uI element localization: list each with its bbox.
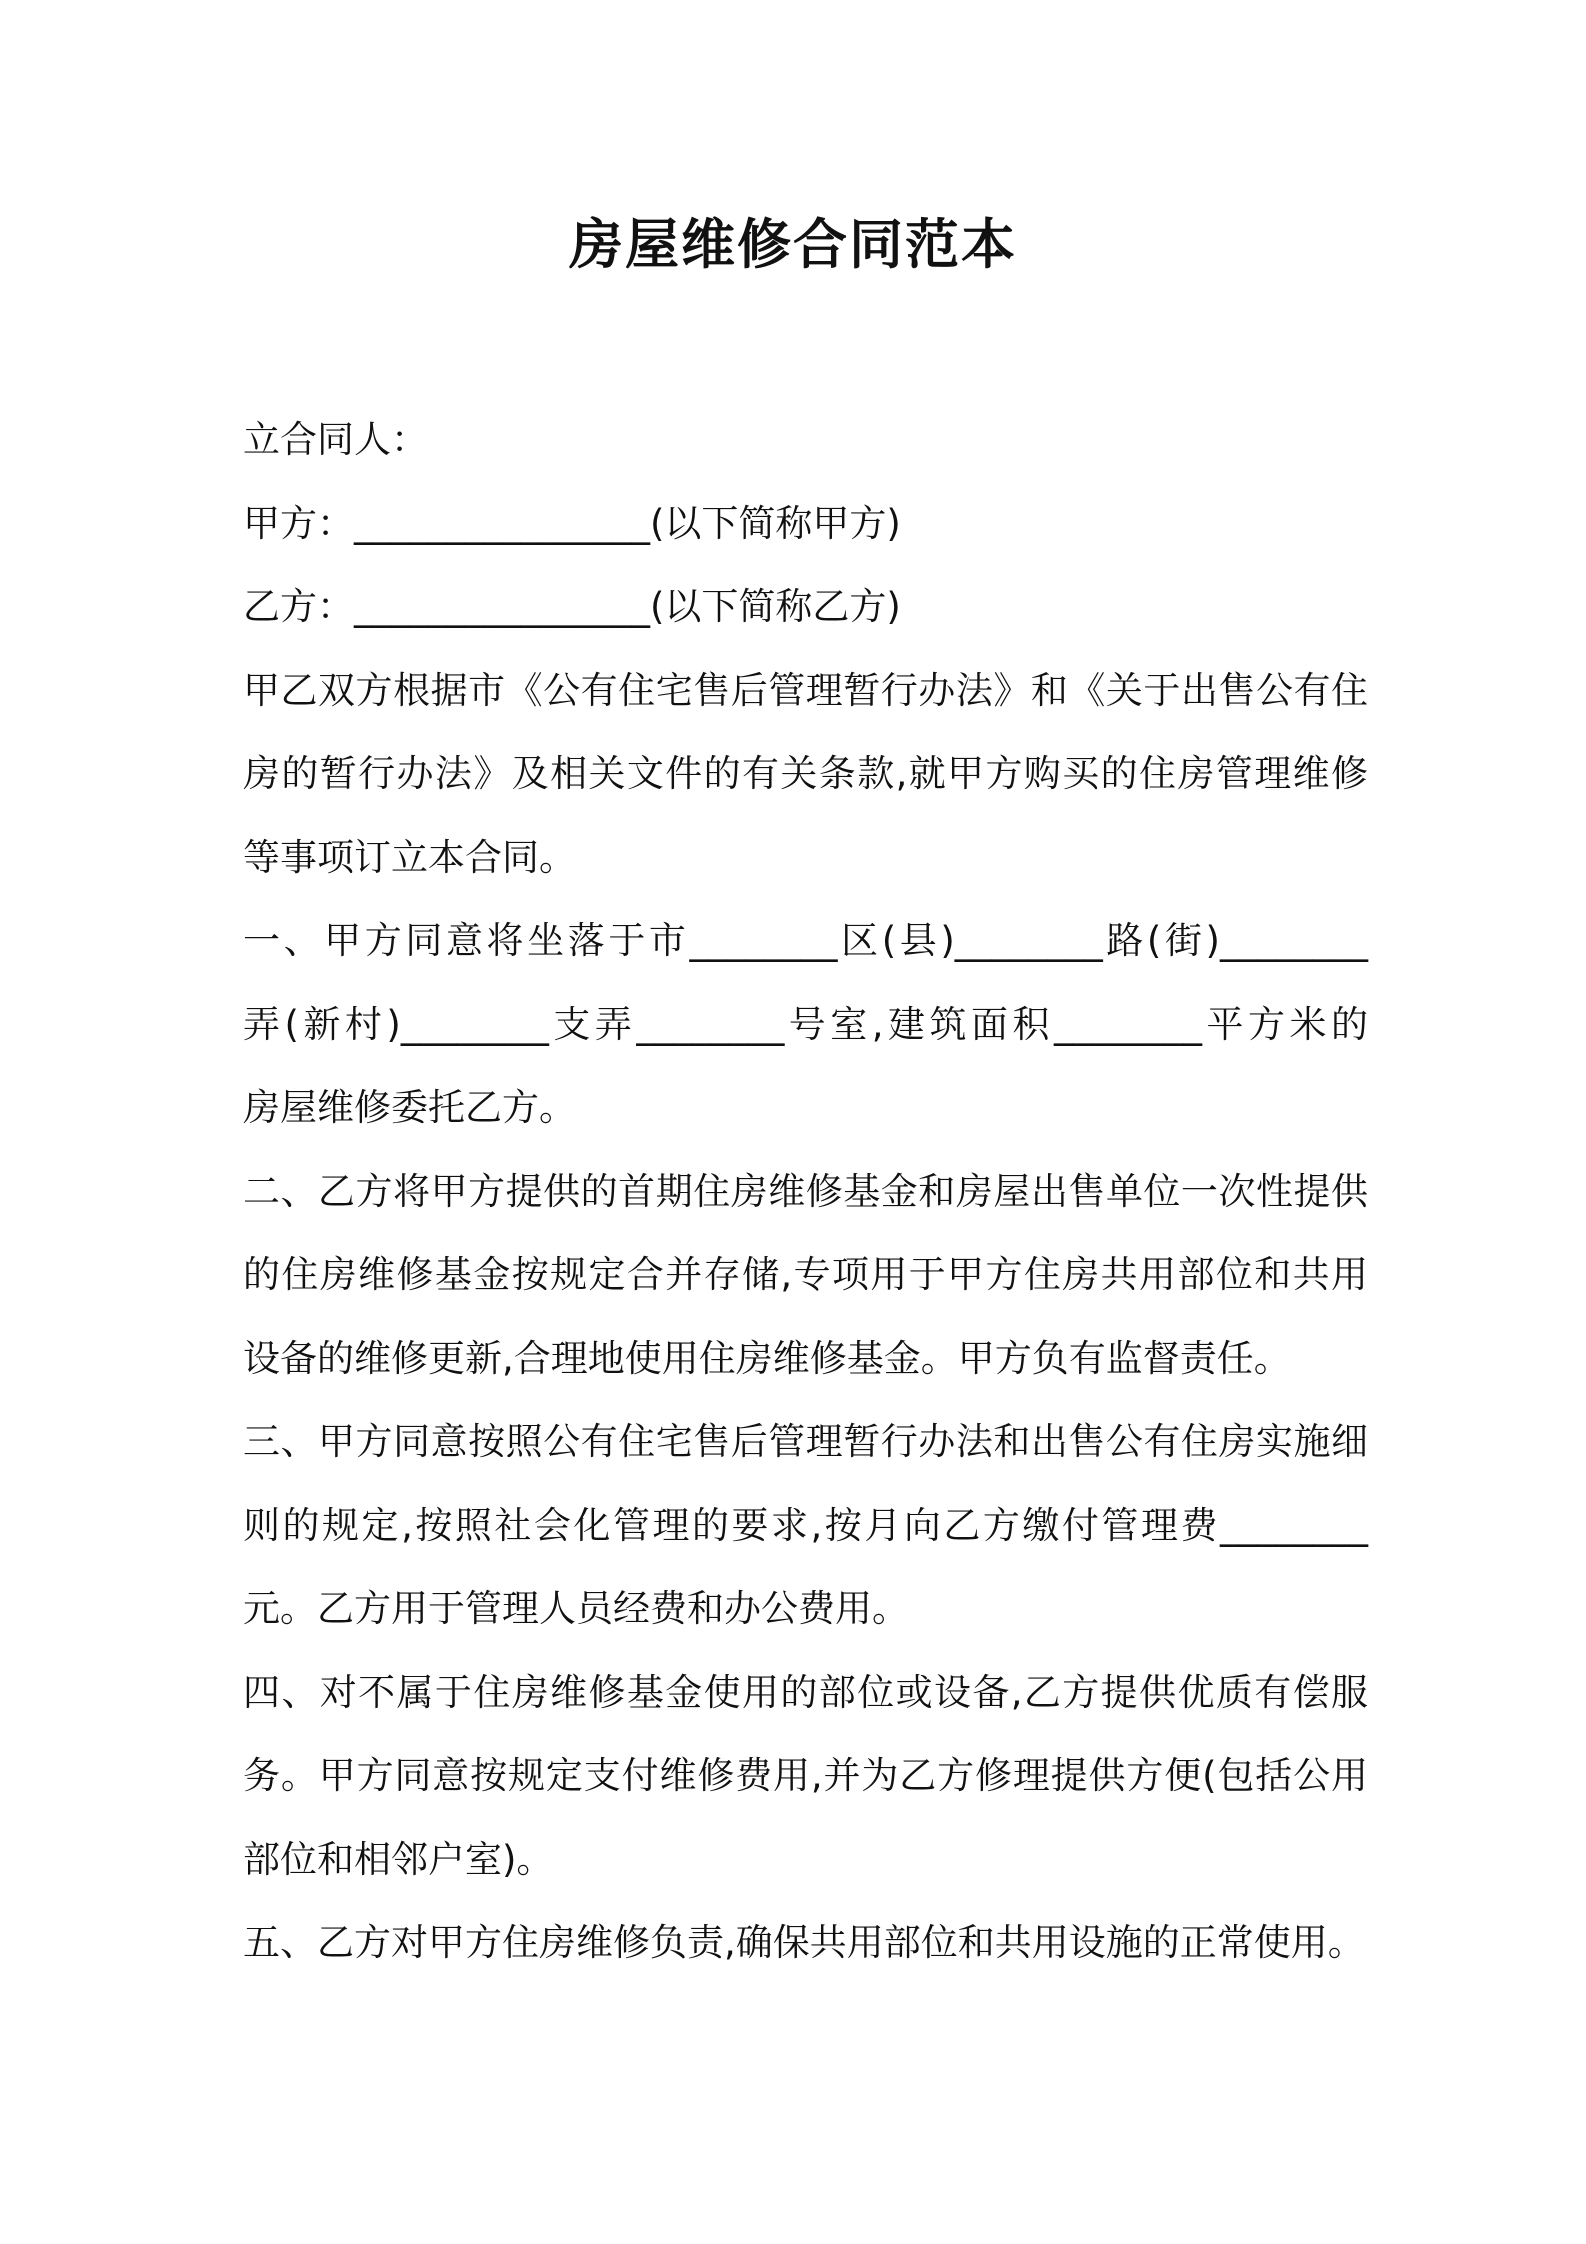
preamble-line-3: 等事项订立本合同。 (243, 835, 576, 879)
clause-5-line-1: 五、乙方对甲方住房维修负责,确保共用部位和共用设施的正常使用。 (243, 1921, 1365, 1964)
clause-2-line-2: 的住房维修基金按规定合并存储,专项用于甲方住房共用部位和共用 (243, 1253, 1368, 1296)
clause-1-line-2: 弄(新村)________支弄________号室,建筑面积________平方米的 (243, 1002, 1368, 1046)
clause-4-line-3: 部位和相邻户室)。 (243, 1837, 554, 1881)
preamble-line-2: 房的暂行办法》及相关文件的有关条款,就甲方购买的住房管理维修 (243, 752, 1368, 795)
document-title: 房屋维修合同范本 (569, 213, 1017, 276)
clause-4-line-1: 四、对不属于住房维修基金使用的部位或设备,乙方提供优质有偿服 (243, 1670, 1368, 1714)
clause-1-line-1: 一、甲方同意将坐落于市________区(县)________路(街)________ (243, 919, 1368, 962)
clause-3-line-2: 则的规定,按照社会化管理的要求,按月向乙方缴付管理费________ (243, 1503, 1368, 1547)
clause-1-line-3: 房屋维修委托乙方。 (243, 1086, 576, 1129)
parties-heading: 立合同人： (243, 418, 428, 461)
party-b-line: 乙方：________________(以下简称乙方) (243, 585, 901, 628)
clause-3-line-1: 三、甲方同意按照公有住宅售后管理暂行办法和出售公有住房实施细 (243, 1420, 1368, 1463)
document-body (243, 398, 1368, 1985)
clause-2-line-3: 设备的维修更新,合理地使用住房维修基金。甲方负有监督责任。 (243, 1336, 1291, 1380)
clause-2-line-1: 二、乙方将甲方提供的首期住房维修基金和房屋出售单位一次性提供 (243, 1169, 1368, 1213)
preamble-line-1: 甲乙双方根据市《公有住宅售后管理暂行办法》和《关于出售公有住 (243, 668, 1368, 712)
party-a-line: 甲方：________________(以下简称甲方) (243, 501, 901, 545)
clause-4-line-2: 务。甲方同意按规定支付维修费用,并为乙方修理提供方便(包括公用 (243, 1754, 1368, 1797)
clause-3-line-3: 元。乙方用于管理人员经费和办公费用。 (243, 1587, 909, 1630)
